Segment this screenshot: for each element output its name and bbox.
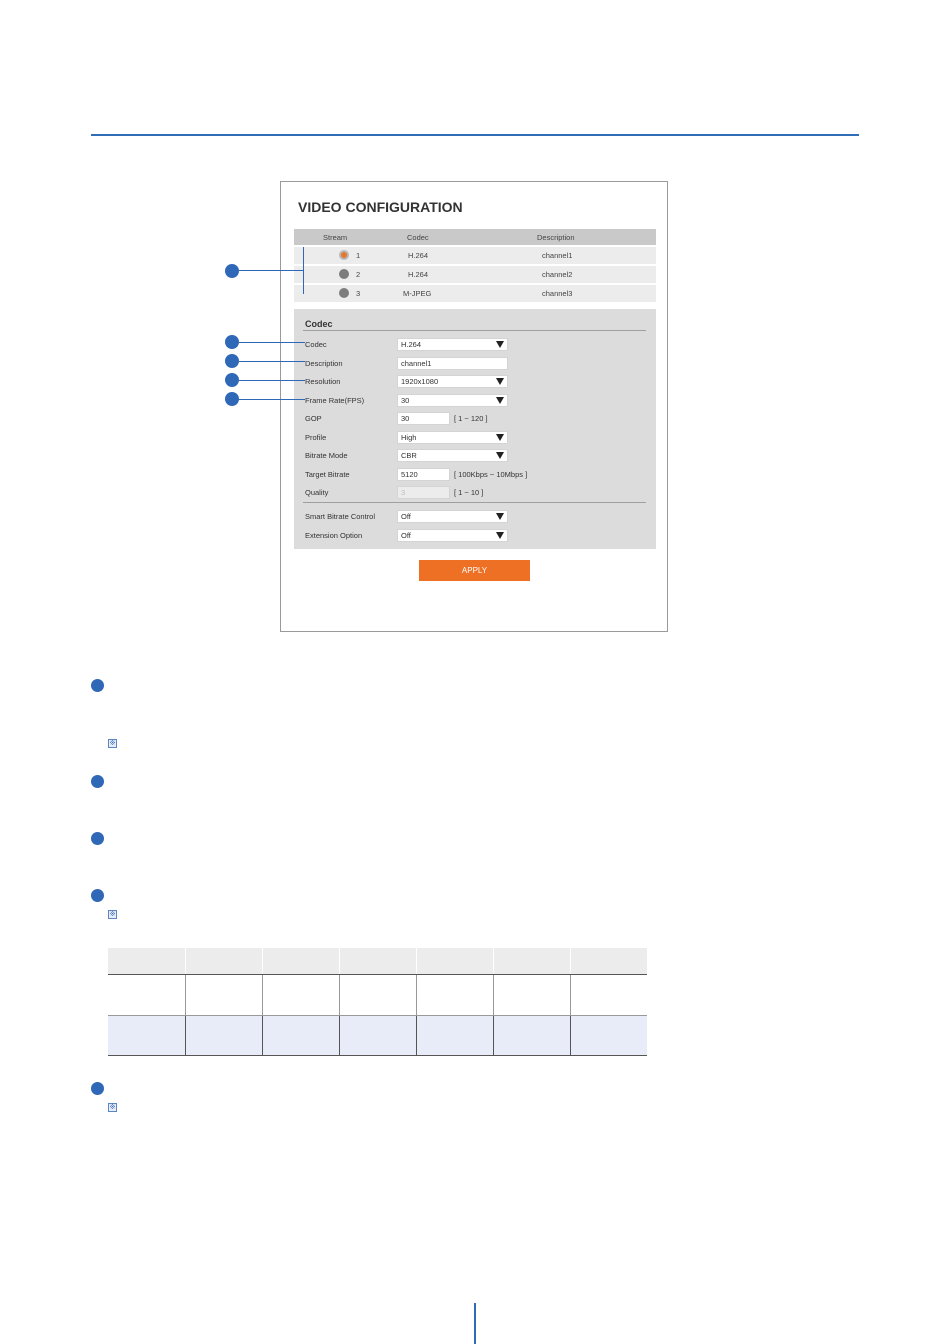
stream-row-3[interactable] [294, 285, 656, 302]
quality-range: [ 1 ~ 10 ] [454, 488, 484, 497]
resolution-value: 1920x1080 [401, 377, 439, 386]
bitrate-mode-value: CBR [401, 451, 417, 460]
header-stream: Stream [323, 233, 348, 242]
table-cell [108, 1016, 185, 1055]
table-cell [108, 948, 185, 974]
leader-line [239, 361, 305, 362]
table-cell [570, 1016, 647, 1055]
stream-row-1[interactable] [294, 247, 656, 264]
table-row [108, 975, 647, 1016]
stream-number: 3 [356, 289, 361, 298]
codec-value: H.264 [401, 340, 422, 349]
table-cell [493, 1016, 570, 1055]
apply-button[interactable]: APPLY [419, 560, 530, 581]
stream-table [294, 229, 656, 302]
table-cell [262, 975, 339, 1015]
table-cell [570, 948, 647, 974]
section-bullet [91, 832, 104, 845]
leader-line [239, 380, 305, 381]
description-input[interactable]: channel1 [397, 357, 508, 370]
chevron-down-icon [496, 532, 504, 539]
stream-description: channel2 [542, 270, 573, 279]
resolution-select[interactable] [397, 375, 508, 388]
section-bullet [91, 889, 104, 902]
header-description: Description [537, 233, 575, 242]
table-cell [339, 975, 416, 1015]
resolution-table [108, 948, 647, 1056]
target-bitrate-input[interactable]: 5120 [397, 468, 450, 481]
codec-heading: Codec [305, 319, 333, 329]
table-cell [262, 948, 339, 974]
description-label: Description [305, 359, 343, 368]
quality-input: 3 [397, 486, 450, 499]
section-bullet [91, 775, 104, 788]
leader-line [239, 342, 305, 343]
section-bullet [91, 679, 104, 692]
gop-input[interactable]: 30 [397, 412, 450, 425]
table-cell [339, 1016, 416, 1055]
bitrate-mode-label: Bitrate Mode [305, 451, 348, 460]
panel-title: VIDEO CONFIGURATION [298, 199, 463, 215]
callout-marker [225, 373, 239, 387]
stream-description: channel1 [542, 251, 573, 260]
stream-codec: H.264 [408, 270, 429, 279]
smart-bitrate-label: Smart Bitrate Control [305, 512, 376, 521]
stream-description: channel3 [542, 289, 573, 298]
quality-label: Quality [305, 488, 329, 497]
table-cell [416, 1016, 493, 1055]
extension-option-select[interactable] [397, 529, 508, 542]
extension-option-label: Extension Option [305, 531, 363, 540]
stream-1-radio[interactable] [339, 250, 349, 260]
resolution-label: Resolution [305, 377, 341, 386]
note-icon: ※ [109, 740, 116, 747]
stream-2-radio[interactable] [339, 269, 349, 279]
smart-bitrate-select[interactable] [397, 510, 508, 523]
table-cell [185, 1016, 262, 1055]
table-row [108, 1016, 647, 1056]
smart-bitrate-value: Off [401, 512, 411, 521]
gop-range: [ 1 ~ 120 ] [454, 414, 488, 423]
profile-value: High [401, 433, 417, 442]
table-header-row [108, 948, 647, 975]
target-bitrate-label: Target Bitrate [305, 470, 350, 479]
chevron-down-icon [496, 378, 504, 385]
profile-label: Profile [305, 433, 327, 442]
callout-marker [225, 264, 239, 278]
frame-rate-label: Frame Rate(FPS) [305, 396, 365, 405]
page-number-divider [474, 1303, 476, 1344]
callout-marker [225, 354, 239, 368]
table-cell [416, 975, 493, 1015]
frame-rate-select[interactable] [397, 394, 508, 407]
stream-codec: H.264 [408, 251, 429, 260]
gop-label: GOP [305, 414, 322, 423]
leader-line [239, 270, 303, 271]
callout-marker [225, 335, 239, 349]
table-cell [185, 975, 262, 1015]
divider [303, 502, 646, 503]
note-icon: ※ [109, 1104, 116, 1111]
chevron-down-icon [496, 513, 504, 520]
video-configuration-panel [280, 181, 668, 632]
chevron-down-icon [496, 341, 504, 348]
codec-select[interactable] [397, 338, 508, 351]
chevron-down-icon [496, 452, 504, 459]
note-icon: ※ [109, 911, 116, 918]
leader-line [303, 247, 304, 294]
top-rule [91, 134, 859, 136]
chevron-down-icon [496, 397, 504, 404]
chevron-down-icon [496, 434, 504, 441]
table-cell [339, 948, 416, 974]
stream-number: 1 [356, 251, 361, 260]
table-cell [262, 1016, 339, 1055]
stream-row-2[interactable] [294, 266, 656, 283]
leader-line [239, 399, 305, 400]
header-codec: Codec [407, 233, 429, 242]
stream-3-radio[interactable] [339, 288, 349, 298]
table-cell [416, 948, 493, 974]
stream-table-header [294, 229, 656, 245]
extension-option-value: Off [401, 531, 411, 540]
divider [303, 330, 646, 331]
section-bullet [91, 1082, 104, 1095]
stream-number: 2 [356, 270, 361, 279]
table-cell [108, 975, 185, 1015]
frame-rate-value: 30 [401, 396, 410, 405]
callout-marker [225, 392, 239, 406]
target-bitrate-range: [ 100Kbps ~ 10Mbps ] [454, 470, 528, 479]
codec-label: Codec [305, 340, 327, 349]
codec-settings [294, 309, 656, 549]
table-cell [570, 975, 647, 1015]
profile-select[interactable] [397, 431, 508, 444]
stream-codec: M-JPEG [403, 289, 432, 298]
table-cell [493, 975, 570, 1015]
table-cell [185, 948, 262, 974]
table-cell [493, 948, 570, 974]
bitrate-mode-select[interactable] [397, 449, 508, 462]
